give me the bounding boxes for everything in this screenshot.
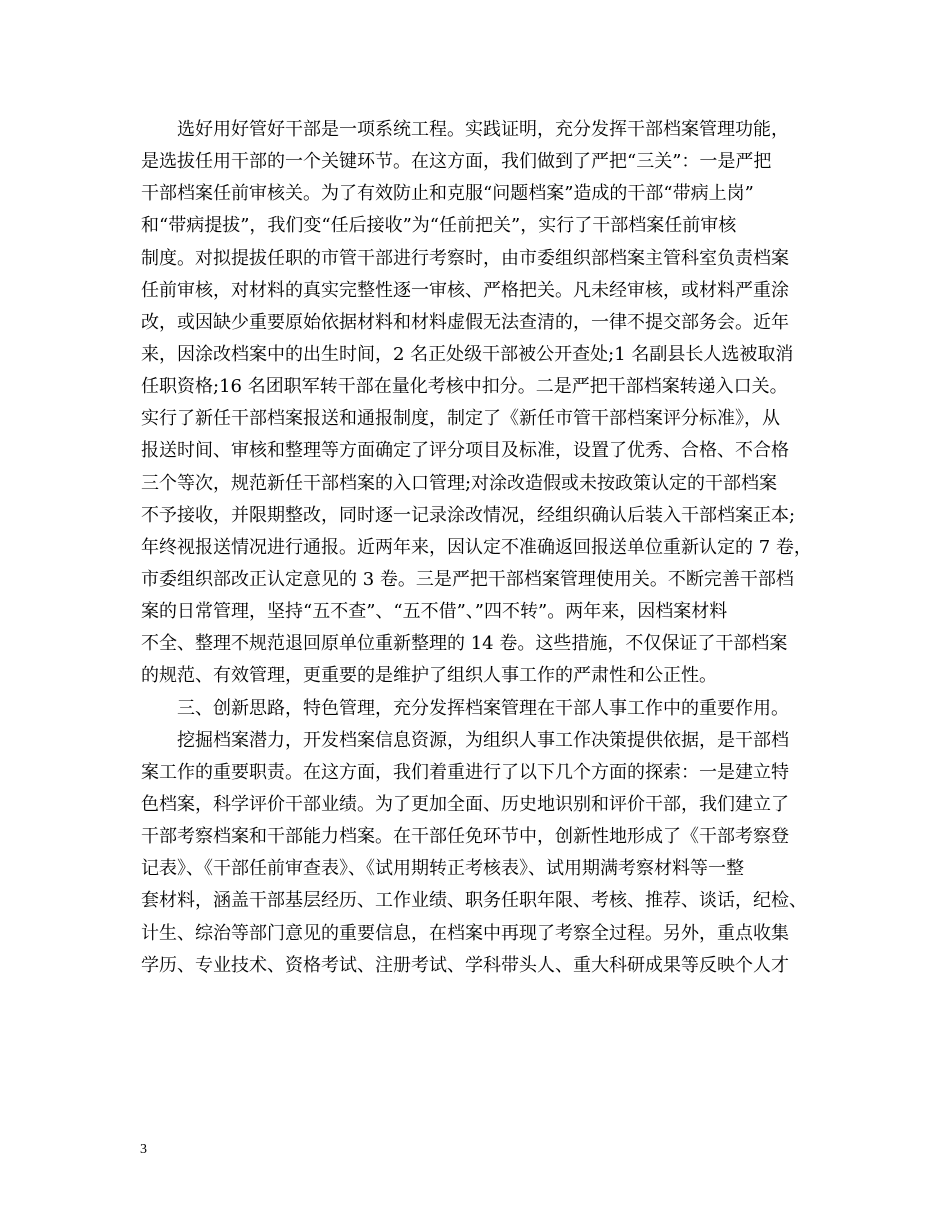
text-line: 案的日常管理，坚持“五不查”、“五不借”、”四不转”。两年来，因档案材料 (141, 601, 728, 623)
text-line: 挖掘档案潜力，开发档案信息资源，为组织人事工作决策提供依据，是干部档 (141, 729, 789, 751)
text-line: 选好用好管好干部是一项系统工程。实践证明，充分发挥干部档案管理功能， (141, 119, 789, 140)
text-line: 实行了新任干部档案报送和通报制度，制定了《新任市管干部档案评分标准》，从 (141, 408, 780, 430)
text-line: 的规范、有效管理，更重要的是维护了组织人事工作的严肃性和公正性。 (141, 665, 717, 687)
text-line: 学历、专业技术、资格考试、注册考试、学科带头人、重大科研成果等反映个人才 (141, 954, 789, 976)
body-text (141, 114, 821, 982)
text-line: 年终视报送情况进行通报。近两年来，因认定不准确返回报送单位重新认定的 7 卷， (141, 536, 812, 558)
page-number: 3 (140, 1142, 147, 1157)
text-line: 三个等次，规范新任干部档案的入口管理;对涂改造假或未按政策认定的干部档案 (141, 472, 778, 494)
text-line: 是选拔任用干部的一个关键环节。在这方面，我们做到了严把“三关”：一是严把 (141, 151, 772, 173)
text-line: 任前审核，对材料的真实完整性逐一审核、严格把关。凡未经审核，或材料严重涂 (141, 279, 789, 301)
text-line: 色档案，科学评价干部业绩。为了更加全面、历史地识别和评价干部，我们建立了 (141, 793, 789, 815)
text-line: 案工作的重要职责。在这方面，我们着重进行了以下几个方面的探索：一是建立特 (141, 761, 789, 783)
text-line: 不全、整理不规范退回原单位重新整理的 14 卷。这些措施，不仅保证了干部档案 (141, 633, 788, 655)
text-line: 来，因涂改档案中的出生时间，2 名正处级干部被公开查处;1 名副县长人选被取消 (141, 343, 794, 365)
text-line: 计生、综治等部门意见的重要信息，在档案中再现了考察全过程。另外，重点收集 (141, 922, 789, 944)
text-line: 任职资格;16 名团职军转干部在量化考核中扣分。二是严把干部档案转递入口关。 (141, 376, 788, 398)
text-line: 报送时间、审核和整理等方面确定了评分项目及标准，设置了优秀、合格、不合格 (141, 440, 789, 462)
text-line: 不予接收，并限期整改，同时逐一记录涂改情况，经组织确认后装入干部档案正本; (141, 504, 796, 526)
text-line: 制度。对拟提拔任职的市管干部进行考察时，由市委组织部档案主管科室负责档案 (141, 247, 789, 269)
text-line: 和“带病提拔”，我们变“任后接收”为“任前把关”，实行了干部档案任前审核 (141, 215, 737, 237)
text-line: 干部考察档案和干部能力档案。在干部任免环节中，创新性地形成了《干部考察登 (141, 826, 789, 848)
text-line: 改，或因缺少重要原始依据材料和材料虚假无法查清的，一律不提交部务会。近年 (141, 311, 789, 333)
text-line: 记表》、《干部任前审查表》、《试用期转正考核表》、试用期满考察材料等一整 (141, 858, 744, 880)
section-heading: 三、创新思路，特色管理，充分发挥档案管理在干部人事工作中的重要作用。 (141, 697, 789, 719)
text-line: 市委组织部改正认定意见的 3 卷。三是严把干部档案管理使用关。不断完善干部档 (141, 568, 794, 590)
text-line: 套材料，涵盖干部基层经历、工作业绩、职务任职年限、考核、推荐、谈话，纪检、 (141, 890, 807, 912)
text-line: 干部档案任前审核关。为了有效防止和克服“问题档案”造成的干部“带病上岗” (141, 183, 754, 205)
